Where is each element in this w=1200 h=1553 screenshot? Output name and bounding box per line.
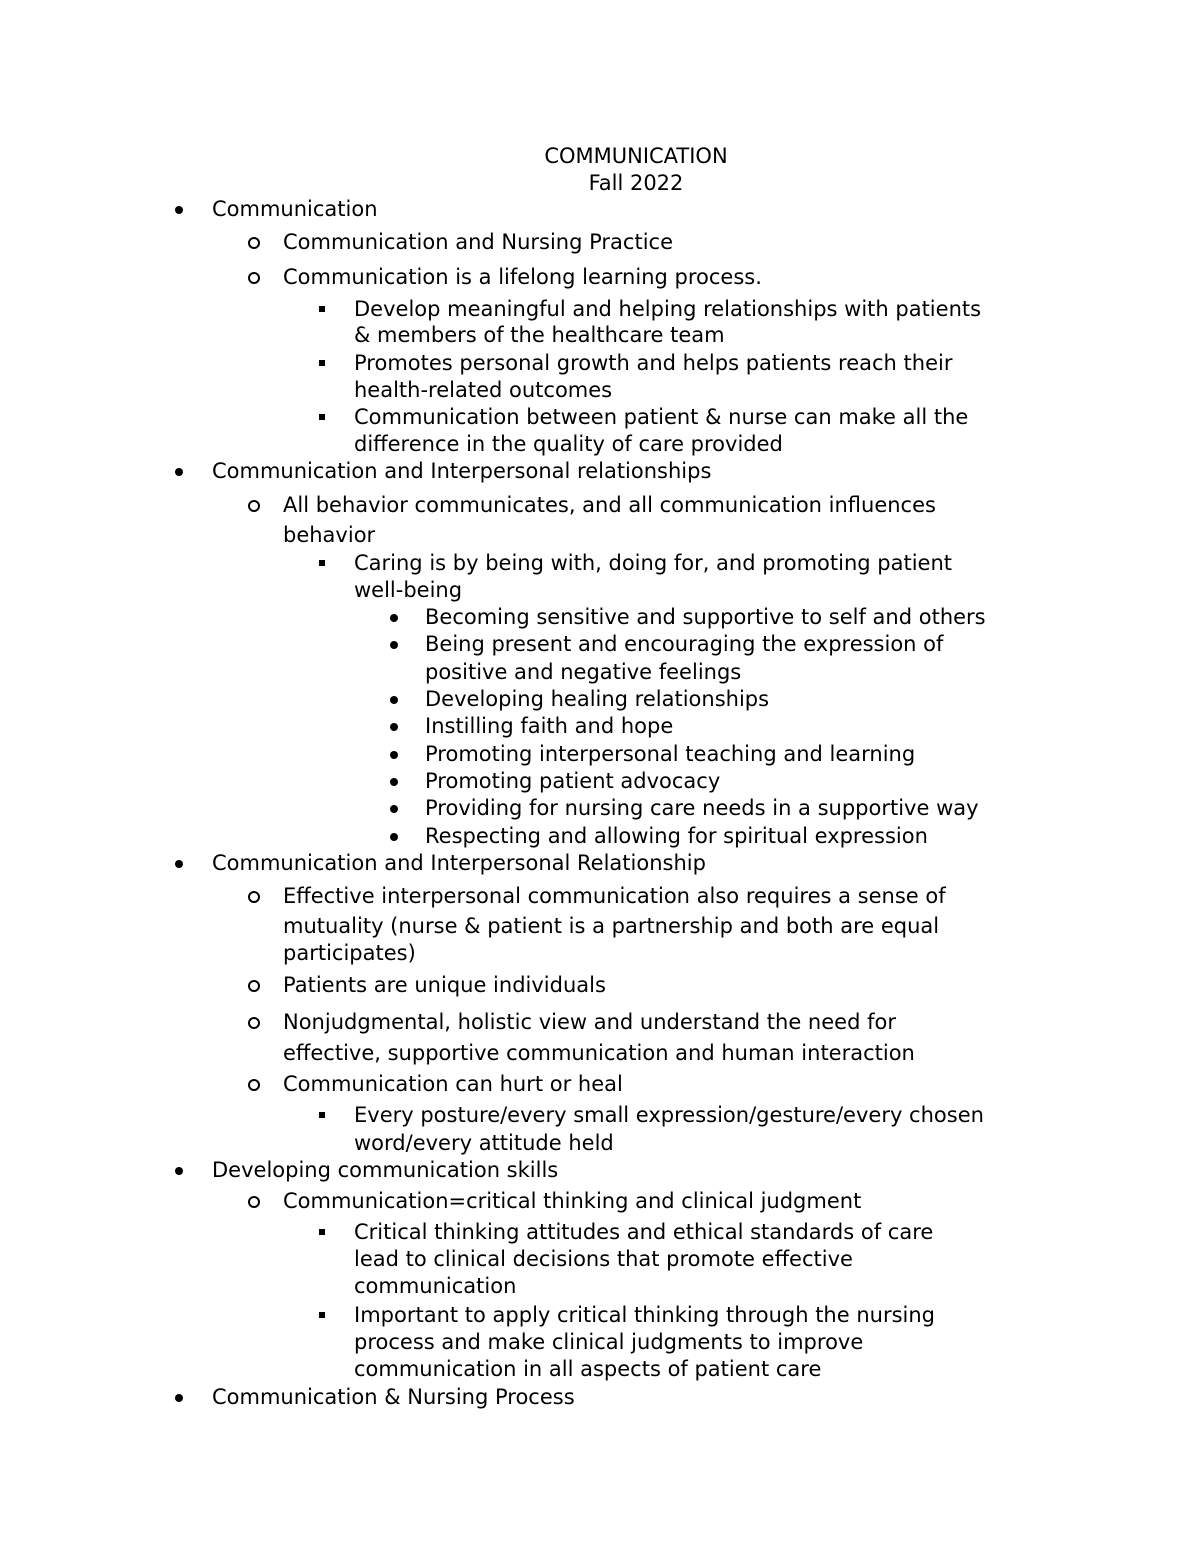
list-item: Developing healing relationships	[425, 687, 770, 711]
section-heading: Communication and Interpersonal Relationship	[212, 851, 706, 875]
list-item-continuation: mutuality (nurse & patient is a partnership and both are equal	[283, 914, 940, 938]
list-item: Effective interpersonal communication also requires a sense of	[283, 884, 946, 908]
list-item: Nonjudgmental, holistic view and understand the need for	[283, 1010, 896, 1034]
list-item: Communication can hurt or heal	[283, 1072, 623, 1096]
bullet-square	[319, 1219, 333, 1246]
bullet-dot	[175, 1384, 189, 1411]
list-item-continuation: & members of the healthcare team	[354, 323, 725, 347]
list-item: Communication and Nursing Practice	[283, 230, 673, 254]
list-item-continuation: effective, supportive communication and human interaction	[283, 1041, 915, 1065]
list-item: Becoming sensitive and supportive to self and others	[425, 605, 986, 629]
list-item-continuation: health-related outcomes	[354, 378, 613, 402]
bullet-dot	[390, 741, 404, 768]
bullet-dot	[175, 850, 189, 877]
section-heading: Communication & Nursing Process	[212, 1385, 575, 1409]
bullet-dot	[390, 823, 404, 850]
list-item: Promoting interpersonal teaching and learning	[425, 742, 916, 766]
bullet-ring	[248, 1009, 262, 1036]
list-item: Patients are unique individuals	[283, 973, 606, 997]
bullet-dot	[175, 458, 189, 485]
list-item-continuation: process and make clinical judgments to improve	[354, 1330, 864, 1354]
list-item-continuation: word/every attitude held	[354, 1131, 614, 1155]
list-item-continuation: communication	[354, 1274, 517, 1298]
list-item: Important to apply critical thinking through the nursing	[354, 1303, 936, 1327]
list-item: Every posture/every small expression/gesture/every chosen	[354, 1103, 984, 1127]
list-item: Critical thinking attitudes and ethical standards of care	[354, 1220, 934, 1244]
document-header	[0, 143, 1200, 197]
section-heading: Communication and Interpersonal relationships	[212, 459, 712, 483]
bullet-ring	[248, 264, 262, 291]
list-item: Communication=critical thinking and clinical judgment	[283, 1189, 862, 1213]
list-item: Communication is a lifelong learning process.	[283, 265, 762, 289]
bullet-ring	[248, 229, 262, 256]
bullet-square	[319, 1102, 333, 1129]
list-item: All behavior communicates, and all communication influences	[283, 493, 936, 517]
bullet-ring	[248, 1188, 262, 1215]
bullet-square	[319, 296, 333, 323]
bullet-square	[319, 350, 333, 377]
bullet-square	[319, 1302, 333, 1329]
bullet-square	[319, 404, 333, 431]
bullet-dot	[390, 795, 404, 822]
bullet-dot	[390, 686, 404, 713]
list-item: Providing for nursing care needs in a supportive way	[425, 796, 979, 820]
section-heading: Developing communication skills	[212, 1158, 559, 1182]
list-item: Promoting patient advocacy	[425, 769, 721, 793]
bullet-dot	[390, 713, 404, 740]
list-item-continuation: participates)	[283, 941, 416, 965]
bullet-ring	[248, 883, 262, 910]
document-title: COMMUNICATION	[544, 144, 728, 168]
list-item: Respecting and allowing for spiritual expression	[425, 824, 928, 848]
bullet-ring	[248, 492, 262, 519]
bullet-ring	[248, 972, 262, 999]
list-item: Being present and encouraging the expression of	[425, 632, 944, 656]
list-item-continuation: behavior	[283, 523, 376, 547]
list-item: Caring is by being with, doing for, and promoting patient	[354, 551, 953, 575]
list-item-continuation: communication in all aspects of patient care	[354, 1357, 822, 1381]
bullet-dot	[390, 631, 404, 658]
list-item: Instilling faith and hope	[425, 714, 674, 738]
list-item: Communication between patient & nurse can make all the	[354, 405, 969, 429]
bullet-dot	[390, 768, 404, 795]
list-item-continuation: well-being	[354, 578, 463, 602]
list-item-continuation: lead to clinical decisions that promote effective	[354, 1247, 853, 1271]
bullet-dot	[175, 196, 189, 223]
list-item: Develop meaningful and helping relationships with patients	[354, 297, 982, 321]
list-item: Promotes personal growth and helps patients reach their	[354, 351, 953, 375]
section-heading: Communication	[212, 197, 378, 221]
bullet-dot	[390, 604, 404, 631]
bullet-square	[319, 550, 333, 577]
bullet-dot	[175, 1157, 189, 1184]
list-item-continuation: positive and negative feelings	[425, 660, 742, 684]
bullet-ring	[248, 1071, 262, 1098]
list-item-continuation: difference in the quality of care provided	[354, 432, 783, 456]
document-subtitle: Fall 2022	[588, 171, 684, 195]
